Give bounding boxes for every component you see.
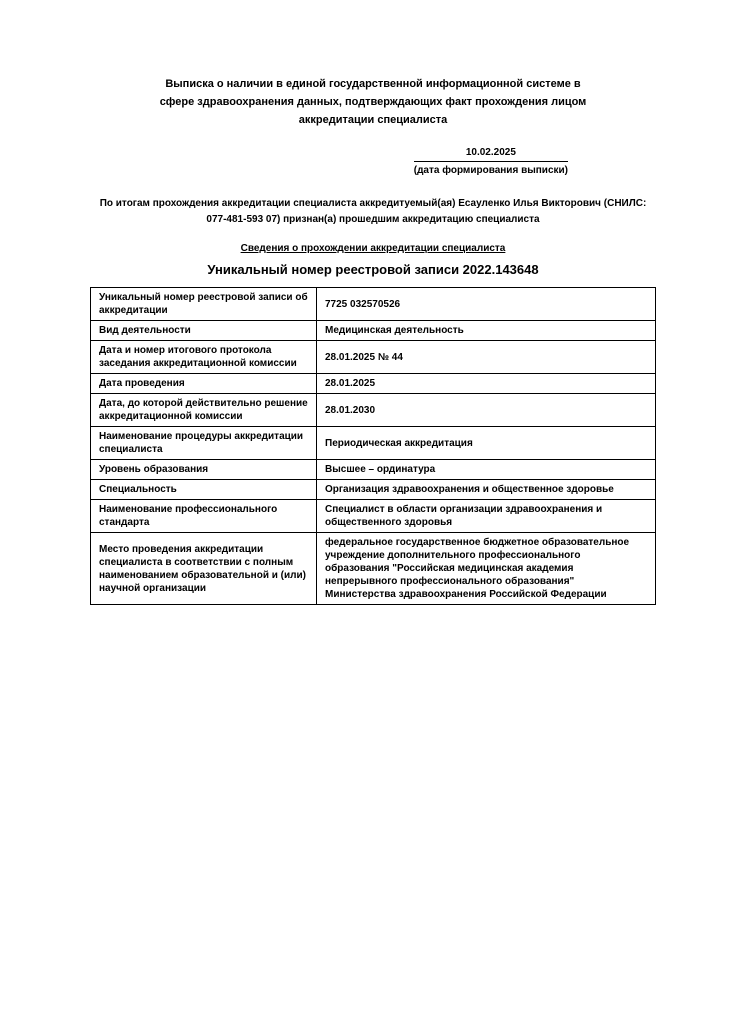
row-label: Наименование процедуры аккредитации специалиста (91, 427, 317, 460)
table-row (91, 394, 656, 427)
row-value: Периодическая аккредитация (317, 427, 656, 460)
row-value: федеральное государственное бюджетное образовательное учреждение дополнительного профессионального образования "Российская медицинская академия непрерывного профессионального образования" Министерства здравоохранения Российской Федерации (317, 533, 656, 605)
table-row (91, 341, 656, 374)
accreditation-table (90, 287, 656, 605)
row-label: Специальность (91, 480, 317, 500)
row-label: Дата и номер итогового протокола заседания аккредитационной комиссии (91, 341, 317, 374)
row-label: Уровень образования (91, 460, 317, 480)
row-label: Место проведения аккредитации специалиста в соответствии с полным наименованием образовательной и (или) научной организации (91, 533, 317, 605)
intro-paragraph: По итогам прохождения аккредитации специалиста аккредитуемый(ая) Есауленко Илья Викторович (СНИЛС: 077-481-593 07) признан(а) прошедшим аккредитацию специалиста (99, 198, 647, 225)
row-value: Организация здравоохранения и общественное здоровье (317, 480, 656, 500)
section-heading: Сведения о прохождении аккредитации специалиста (240, 243, 506, 254)
issue-date-block (414, 146, 568, 178)
table-row (91, 500, 656, 533)
table-row (91, 460, 656, 480)
row-value: 7725 032570526 (317, 288, 656, 321)
row-label: Уникальный номер реестровой записи об аккредитации (91, 288, 317, 321)
table-row (91, 374, 656, 394)
row-value: 28.01.2025 № 44 (317, 341, 656, 374)
issue-date-caption: (дата формирования выписки) (413, 165, 568, 176)
table-row (91, 427, 656, 460)
table-row (91, 533, 656, 605)
table-row (91, 321, 656, 341)
registry-number-heading: Уникальный номер реестровой записи 2022.143648 (207, 262, 539, 277)
row-value: Высшее – ординатура (317, 460, 656, 480)
row-label: Дата проведения (91, 374, 317, 394)
table-row (91, 480, 656, 500)
row-label: Наименование профессионального стандарта (91, 500, 317, 533)
row-label: Дата, до которой действительно решение аккредитационной комиссии (91, 394, 317, 427)
row-value: 28.01.2030 (317, 394, 656, 427)
document-title: Выписка о наличии в единой государственной информационной системе в сфере здравоохранения данных, подтверждающих факт прохождения лицом аккредитации специалиста (159, 78, 587, 126)
row-label: Вид деятельности (91, 321, 317, 341)
row-value: Специалист в области организации здравоохранения и общественного здоровья (317, 500, 656, 533)
issue-date-value: 10.02.2025 (414, 146, 568, 162)
row-value: Медицинская деятельность (317, 321, 656, 341)
table-row (91, 288, 656, 321)
row-value: 28.01.2025 (317, 374, 656, 394)
